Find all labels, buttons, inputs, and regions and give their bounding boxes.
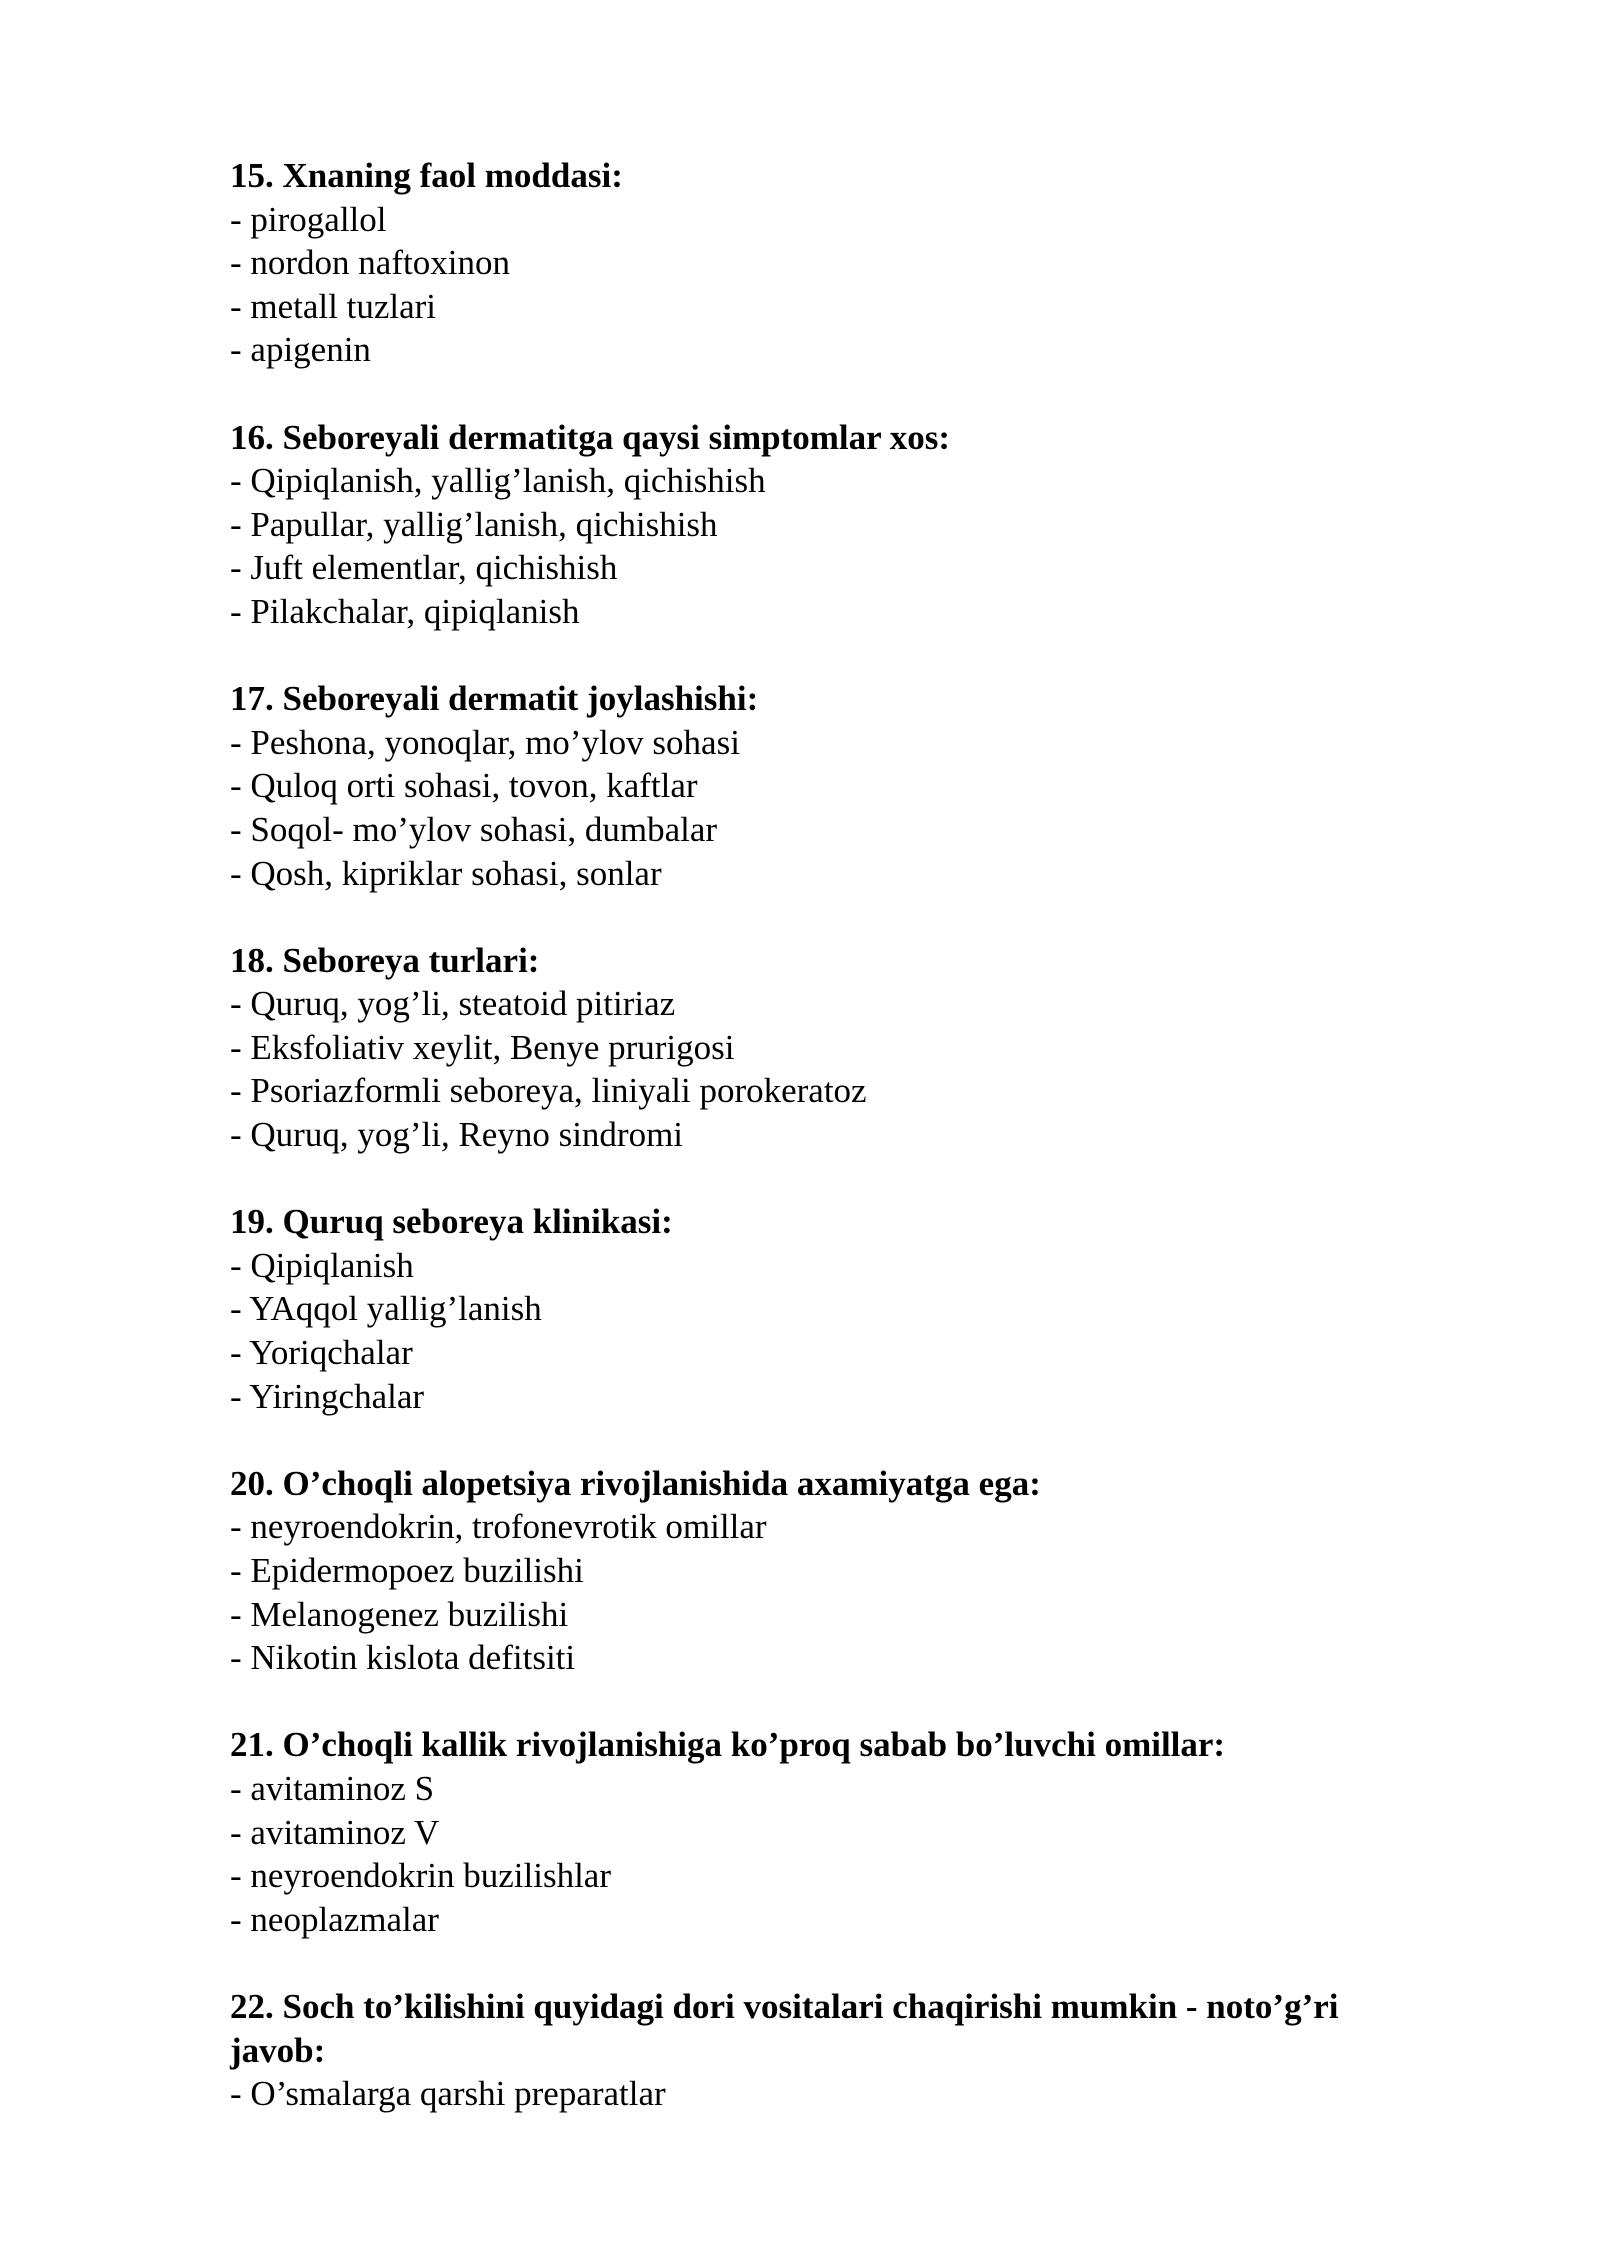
answer-option: - nordon naftoxinon (230, 243, 510, 283)
answer-option: - Juft elementlar, qichishish (230, 548, 618, 588)
answer-option: - Qipiqlanish (230, 1245, 414, 1285)
answer-options (230, 1244, 1440, 1418)
answer-options (230, 1767, 1440, 1941)
answer-options (230, 982, 1440, 1156)
answer-option: - Pilakchalar, qipiqlanish (230, 591, 580, 631)
answer-option: - Qosh, kipriklar sohasi, sonlar (230, 853, 662, 893)
question-block (230, 939, 1440, 1157)
answer-option: - Nikotin kislota defitsiti (230, 1638, 576, 1678)
answer-option: - Eksfoliativ xeylit, Benye prurigosi (230, 1027, 735, 1067)
answer-option: - neyroendokrin, trofonevrotik omillar (230, 1507, 767, 1547)
answer-option: - pirogallol (230, 199, 387, 239)
answer-option: - Papullar, yallig’lanish, qichishish (230, 504, 718, 544)
question-title: 15. Xnaning faol moddasi: (230, 156, 623, 195)
answer-option: - neoplazmalar (230, 1899, 439, 1939)
question-block (230, 1723, 1440, 1941)
answer-option: - Quruq, yog’li, Reyno sindromi (230, 1115, 684, 1155)
answer-option: - Psoriazformli seboreya, liniyali porokeratoz (230, 1071, 867, 1111)
answer-option: - Peshona, yonoqlar, mo’ylov sohasi (230, 722, 740, 762)
answer-options (230, 721, 1440, 895)
question-block (230, 677, 1440, 895)
question-list (230, 154, 1440, 2159)
answer-option: - Yiringchalar (230, 1376, 425, 1416)
answer-option: - YAqqol yallig’lanish (230, 1289, 542, 1329)
question-block (230, 1985, 1440, 2116)
question-title: 22. Soch to’kilishini quyidagi dori vositalari chaqirishi mumkin - noto’g’ri javob: (230, 1986, 1339, 2070)
answer-option: - Qipiqlanish, yallig’lanish, qichishish (230, 461, 766, 501)
question-title: 21. O’choqli kallik rivojlanishiga ko’proq sabab bo’luvchi omillar: (230, 1725, 1226, 1765)
answer-options (230, 2072, 1440, 2116)
question-block (230, 416, 1440, 634)
question-title: 20. O’choqli alopetsiya rivojlanishida axamiyatga ega: (230, 1463, 1041, 1503)
question-block (230, 1462, 1440, 1680)
answer-options (230, 1505, 1440, 1679)
answer-option: - avitaminoz S (230, 1768, 435, 1808)
answer-option: - Soqol- mo’ylov sohasi, dumbalar (230, 809, 718, 849)
answer-option: - apigenin (230, 330, 371, 370)
question-block (230, 154, 1440, 372)
question-title: 18. Seboreya turlari: (230, 940, 540, 980)
answer-option: - metall tuzlari (230, 286, 437, 326)
question-title: 17. Seboreyali dermatit joylashishi: (230, 679, 759, 719)
answer-option: - avitaminoz V (230, 1812, 440, 1852)
question-title: 16. Seboreyali dermatitga qaysi simptomlar xos: (230, 417, 951, 457)
answer-option: - O’smalarga qarshi preparatlar (230, 2074, 666, 2114)
answer-option: - Yoriqchalar (230, 1333, 413, 1373)
answer-option: - Quruq, yog’li, steatoid pitiriaz (230, 984, 676, 1024)
answer-options (230, 198, 1440, 372)
answer-option: - Epidermopoez buzilishi (230, 1551, 584, 1590)
answer-options (230, 459, 1440, 633)
answer-option: - neyroendokrin buzilishlar (230, 1856, 612, 1896)
answer-option: - Quloq orti sohasi, tovon, kaftlar (230, 766, 698, 806)
question-block (230, 1200, 1440, 1418)
question-title: 19. Quruq seboreya klinikasi: (230, 1202, 673, 1242)
answer-option: - Melanogenez buzilishi (230, 1594, 569, 1634)
